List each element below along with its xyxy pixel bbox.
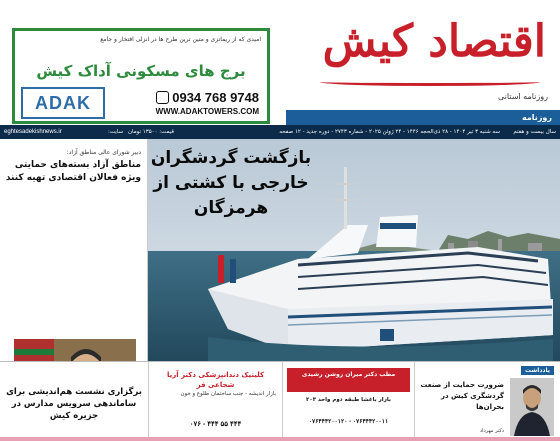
masthead — [0, 0, 560, 116]
opinion-author: دکتر مهرداد — [479, 428, 504, 434]
logo-swoosh — [320, 78, 540, 86]
adak-logo-text: ADAK — [35, 93, 91, 113]
doctor-office-address: بازار باغشا طبقه دوم واحد ۲۰۳ — [306, 397, 391, 403]
phone-icon — [156, 91, 169, 104]
ad-intro-text: امیدی که از ریماتزی و متین ترین طرح ها در انزلی اقتخار و جامع — [100, 36, 261, 43]
dental-clinic-ad[interactable] — [148, 362, 282, 441]
side-story-kicker: دبیر شورای عالی مناطق آزاد: — [66, 149, 141, 156]
info-bar — [0, 125, 560, 139]
adak-advertisement[interactable] — [12, 28, 270, 124]
info-year: سال بیست و هفتم — [513, 129, 556, 135]
logo-subtitle: روزنامه استانی — [497, 92, 548, 101]
ribbon-label: روزنامه — [522, 113, 552, 122]
ad-title: برج های مسکونی آداک کیش — [36, 62, 246, 80]
newspaper-logo[interactable] — [290, 0, 560, 110]
ad-phone-number: 0934 768 9748 — [172, 90, 259, 105]
main-headline[interactable]: بازگشت گردشگران خارجی با کشتی از هرمزگان — [150, 148, 312, 218]
dental-clinic-headline: کلینیک دندانپزشکی دکتر آریا شجاعی فر — [166, 371, 265, 389]
info-website-label: سایت: — [108, 129, 124, 135]
newspaper-ribbon — [286, 110, 560, 125]
doctor-office-ad[interactable] — [282, 362, 414, 441]
ad-phone — [156, 89, 259, 105]
pink-stripe — [0, 437, 560, 441]
side-story-headline[interactable]: مناطق آزاد بسته‌های حمایتی ویژه فعالان اقتصادی تهیه کنند — [5, 160, 141, 183]
adak-logo — [21, 87, 105, 119]
opinion-column[interactable] — [414, 362, 560, 441]
doctor-office-phone: ۰۷۶۴۴۴۲۰۰۱۲۰ - ۰۷۶۴۴۴۲۰۰۱۱ — [308, 419, 389, 425]
opinion-headline: ضرورت حمایت از صنعت گردشگری کیش در بحران‌ها — [420, 381, 504, 411]
author-photo — [510, 378, 554, 436]
info-website[interactable]: eghtesadekishnews.ir — [4, 129, 62, 135]
info-price: قیمت: ۱۳۵۰۰ تومان — [128, 129, 175, 135]
dental-clinic-phone: ۰۷۶ - ۴۴۴ ۵۵ ۴۴۴ — [189, 421, 242, 428]
ad-website[interactable]: WWW.ADAKTOWERS.COM — [155, 107, 259, 116]
bottom-strip — [0, 361, 560, 441]
doctor-office-headline: مطب دکتر میران روشن رشیدی — [301, 371, 396, 378]
newspaper-logo-text: اقتصاد کیش — [322, 16, 546, 67]
dental-clinic-address: بازار اندیشه - جنب ساختمان طلوع و خون — [180, 391, 276, 397]
school-bus-story[interactable] — [0, 362, 148, 441]
school-bus-headline: برگزاری نشست هم‌اندیشی برای ساماندهی سرویس مدارس در جزیره کیش — [6, 387, 142, 421]
info-edition: سه شنبه ۳ تیر ۱۴۰۴ - ۲۸ ذی‌الحجه ۱۴۴۶ - ۲۴ ژوئن ۲۰۲۵ - شماره ۲۷۴۳ - دوره جدید - ۱۲ صفحه — [279, 129, 500, 135]
opinion-tag: یادداشت — [521, 366, 554, 375]
